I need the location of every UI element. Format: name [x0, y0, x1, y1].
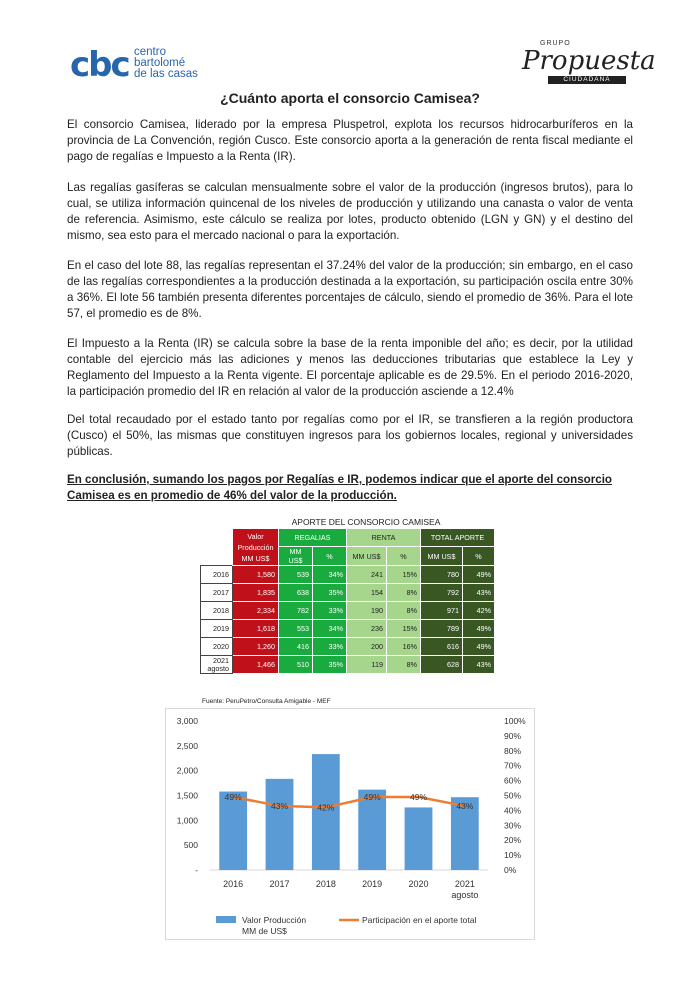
cell-regalias-pct: 35% — [313, 584, 347, 602]
cell-renta: 241 — [347, 566, 387, 584]
x-tick-label: 2020 — [408, 879, 429, 889]
y2-tick-label: 70% — [504, 760, 522, 771]
cell-total-pct: 43% — [463, 656, 495, 674]
cell-year: 2019 — [201, 620, 233, 638]
gp-logo-name: Propuesta — [522, 46, 656, 76]
bar — [405, 807, 433, 870]
chart-svg — [166, 709, 534, 939]
table-row — [201, 656, 495, 674]
data-label: 49% — [224, 791, 242, 802]
header-total: TOTAL APORTE — [421, 529, 495, 547]
y2-tick-label: 80% — [504, 745, 522, 756]
table-row — [201, 638, 495, 656]
sub-pct: % — [313, 547, 347, 566]
sub-mm: MM US$ — [279, 547, 313, 566]
cell-valor: 1,260 — [233, 638, 279, 656]
legend-swatch-bars — [216, 916, 236, 923]
header-valor: Valor Producción MM US$ — [233, 529, 279, 566]
cell-regalias-pct: 33% — [313, 602, 347, 620]
cell-regalias-pct: 34% — [313, 566, 347, 584]
header-renta: RENTA — [347, 529, 421, 547]
cell-total-pct: 49% — [463, 566, 495, 584]
grupo-propuesta-logo — [492, 40, 656, 86]
cell-valor: 2,334 — [233, 602, 279, 620]
cell-valor: 1,580 — [233, 566, 279, 584]
y2-tick-label: 20% — [504, 835, 522, 846]
cell-year: 2018 — [201, 602, 233, 620]
cell-renta-pct: 16% — [387, 638, 421, 656]
cell-regalias: 539 — [279, 566, 313, 584]
sub-mm: MM US$ — [421, 547, 463, 566]
cell-renta-pct: 8% — [387, 584, 421, 602]
production-chart — [165, 708, 535, 940]
cell-renta-pct: 8% — [387, 656, 421, 674]
table-row — [201, 584, 495, 602]
cell-renta-pct: 15% — [387, 620, 421, 638]
cell-year: 2017 — [201, 584, 233, 602]
cell-regalias: 416 — [279, 638, 313, 656]
data-label: 43% — [270, 800, 289, 811]
sub-pct: % — [387, 547, 421, 566]
x-tick-label: 2018 — [315, 879, 336, 889]
cell-total-pct: 49% — [463, 620, 495, 638]
sub-mm: MM US$ — [347, 547, 387, 566]
gp-logo-grupo: GRUPO — [540, 40, 571, 47]
page-title: ¿Cuánto aporta el consorcio Camisea? — [220, 90, 480, 106]
cbc-logo-text — [134, 47, 198, 80]
cbc-logo-line: centro — [134, 46, 166, 58]
y2-tick-label: 60% — [504, 775, 522, 786]
legend-label-bars: MM de US$ — [242, 926, 287, 936]
x-tick-label: 2016 — [223, 879, 244, 889]
cell-regalias: 510 — [279, 656, 313, 674]
aporte-table — [200, 528, 495, 674]
cbc-logo-line: de las casas — [134, 68, 198, 80]
cell-regalias-pct: 34% — [313, 620, 347, 638]
bar — [266, 779, 294, 870]
cell-total: 792 — [421, 584, 463, 602]
gp-logo-ciudadana: CIUDADANA — [548, 76, 626, 84]
cell-valor: 1,835 — [233, 584, 279, 602]
table-row — [201, 620, 495, 638]
table-corner — [201, 547, 233, 566]
cell-total: 971 — [421, 602, 463, 620]
paragraph: En el caso del lote 88, las regalías representan el 37.24% del valor de la producción; sin embargo, en el caso de las regalías correspondientes a la producción destinada a la exportación, su participación oscila entre 30% a 36%. El lote 56 también presenta diferentes porcentajes de cálculo, siendo el promedio de 36%. Para el lote 57, el promedio es de 8%. — [67, 259, 633, 320]
y2-tick-label: 30% — [504, 820, 522, 831]
table-source: Fuente: PeruPetro/Consulta Amigable - MEF — [202, 698, 331, 705]
paragraph: El consorcio Camisea, liderado por la empresa Pluspetrol, explota los recursos hidrocarburíferos en la provincia de La Convención, región Cusco. Este consorcio aporta a la generación de renta fiscal mediante el pago de regalías e Impuesto a la Renta (IR). — [67, 118, 633, 163]
cbc-logo-mark: cbc — [70, 45, 129, 85]
x-tick-label: 2017 — [269, 879, 290, 889]
y2-tick-label: 10% — [504, 850, 522, 861]
y-tick-label: 1,000 — [176, 815, 198, 826]
cell-renta-pct: 15% — [387, 566, 421, 584]
y2-tick-label: 100% — [504, 716, 526, 726]
bar — [219, 792, 247, 870]
y2-tick-label: 40% — [504, 805, 522, 816]
cell-total-pct: 49% — [463, 638, 495, 656]
cell-renta: 119 — [347, 656, 387, 674]
cell-total-pct: 42% — [463, 602, 495, 620]
y-tick-label: 2,500 — [176, 740, 198, 751]
conclusion: En conclusión, sumando los pagos por Regalías e IR, podemos indicar que el aporte del consorcio Camisea es en promedio de 46% del valor de la producción. — [67, 473, 613, 502]
sub-pct: % — [463, 547, 495, 566]
y2-tick-label: 90% — [504, 730, 522, 741]
data-label: 49% — [409, 791, 428, 802]
cbc-logo — [70, 45, 210, 87]
cell-regalias-pct: 35% — [313, 656, 347, 674]
cell-year: 2020 — [201, 638, 233, 656]
table-row — [201, 602, 495, 620]
y2-tick-label: 50% — [504, 790, 522, 801]
cell-renta: 154 — [347, 584, 387, 602]
cell-total-pct: 43% — [463, 584, 495, 602]
cbc-logo-line: bartolomé — [134, 57, 186, 69]
x-tick-label: agosto — [451, 890, 479, 900]
cell-renta: 190 — [347, 602, 387, 620]
header-regalias: REGALIAS — [279, 529, 347, 547]
table-title: APORTE DEL CONSORCIO CAMISEA — [291, 517, 441, 527]
cell-regalias: 553 — [279, 620, 313, 638]
cell-renta: 200 — [347, 638, 387, 656]
cell-total: 616 — [421, 638, 463, 656]
cell-total: 780 — [421, 566, 463, 584]
data-label: 43% — [456, 800, 474, 811]
y-tick-label: 500 — [183, 840, 198, 851]
cell-total: 789 — [421, 620, 463, 638]
table-corner — [201, 529, 233, 547]
cell-year: 2016 — [201, 566, 233, 584]
legend-label-bars: Valor Producción — [242, 915, 307, 925]
y-tick-label: - — [195, 865, 198, 875]
cell-year: 2021 agosto — [201, 656, 233, 674]
table-body — [201, 566, 495, 674]
y-tick-label: 1,500 — [176, 790, 198, 801]
cell-renta: 236 — [347, 620, 387, 638]
data-label: 42% — [317, 802, 335, 813]
legend-label-line: Participación en el aporte total — [362, 915, 477, 925]
cell-regalias-pct: 33% — [313, 638, 347, 656]
data-label: 49% — [363, 791, 381, 802]
x-tick-label: 2021 — [454, 879, 475, 889]
x-tick-label: 2019 — [362, 879, 383, 889]
cell-total: 628 — [421, 656, 463, 674]
paragraph: Las regalías gasíferas se calculan mensualmente sobre el valor de la producción (ingresos brutos), para lo cual, se utiliza información quincenal de los niveles de producción y utilizando una canasta o valor de venta de referencia. Asimismo, este cálculo se realiza por lotes, producto obtenido (LGN y GN) y el destino del mismo, sea esto para el mercado nacional o para la exportación. — [67, 181, 633, 242]
cell-valor: 1,618 — [233, 620, 279, 638]
cell-regalias: 638 — [279, 584, 313, 602]
paragraph: El Impuesto a la Renta (IR) se calcula sobre la base de la renta imponible del año; es decir, por la utilidad contable del ejercicio más las adiciones y menos las deducciones tributarias que establece la Ley y Reglamento del Impuesto a la Renta vigente. El porcentaje aplicable es de 29.5%. En el periodo 2016-2020, la participación promedio del IR en relación al valor de la producción asciende a 12.4% — [67, 337, 633, 398]
y-tick-label: 2,000 — [176, 765, 198, 776]
y2-tick-label: 0% — [504, 865, 517, 875]
table-row — [201, 566, 495, 584]
paragraph: Del total recaudado por el estado tanto por regalías como por el IR, se transfieren a la región productora (Cusco) el 50%, las mismas que constituyen ingresos para los gobiernos locales, regional y universidades públicas. — [67, 413, 633, 458]
cell-regalias: 782 — [279, 602, 313, 620]
table-header-row — [201, 529, 495, 547]
cell-renta-pct: 8% — [387, 602, 421, 620]
cell-valor: 1,466 — [233, 656, 279, 674]
y-tick-label: 3,000 — [176, 716, 198, 726]
